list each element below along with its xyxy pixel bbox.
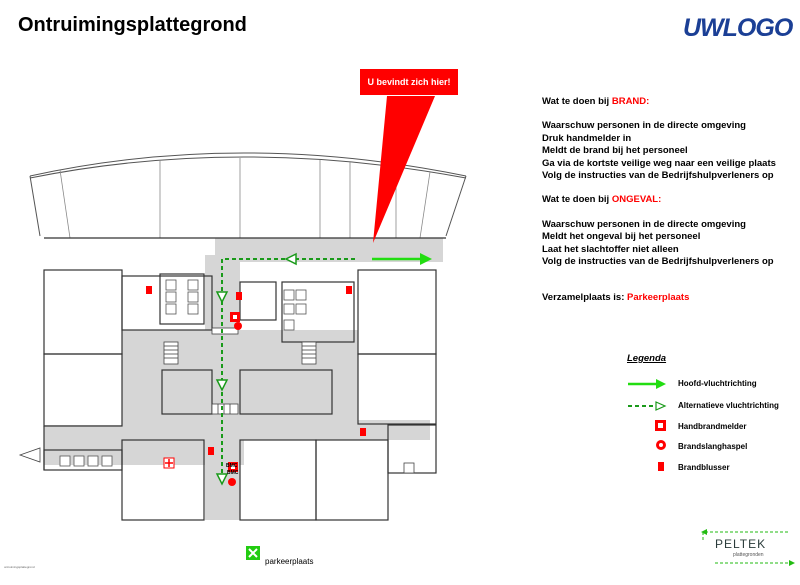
- accident-step: Laat het slachtoffer niet alleen: [542, 243, 679, 255]
- parking-label: parkeerplaats: [265, 557, 314, 566]
- corner-box: [404, 463, 414, 473]
- page-title: Ontruimingsplattegrond: [18, 14, 247, 36]
- company-tagline: plattegronden: [733, 552, 764, 558]
- you-are-here-pointer: [373, 96, 435, 243]
- assembly-point: Verzamelplaats is: Parkeerplaats: [542, 292, 690, 304]
- legend-label-hose-reel: Brandslanghaspel: [678, 442, 748, 451]
- company-name: PELTEK: [715, 537, 767, 551]
- circulation-area: [44, 238, 443, 520]
- fire-step: Ga via de kortste veilige weg naar een veilige plaats: [542, 157, 776, 169]
- fire-step: Volg de instructies van de Bedrijfshulpverleners op: [542, 170, 774, 182]
- stair-label: BMC: [227, 470, 239, 476]
- fire-step: Meldt de brand bij het personeel: [542, 145, 688, 157]
- legend-label-alt-route: Alternatieve vluchtrichting: [678, 401, 779, 410]
- legend-label-extinguisher: Brandblusser: [678, 463, 730, 472]
- legend-label-main-route: Hoofd-vluchtrichting: [678, 379, 757, 388]
- entrance-fan: [20, 448, 40, 462]
- legend-alt-route-arrowhead: [656, 402, 665, 410]
- accident-step: Volg de instructies van de Bedrijfshulpverleners op: [542, 256, 774, 268]
- front-rooms: [60, 158, 430, 238]
- instructions-panel: [542, 96, 776, 305]
- legend-label-fire-alarm: Handbrandmelder: [678, 422, 747, 431]
- footer-note: ontruimingsplattegrond: [4, 565, 35, 569]
- stair-label: BMC: [226, 463, 238, 469]
- legend-title: Legenda: [627, 353, 667, 364]
- fire-step: Druk handmelder in: [542, 132, 632, 144]
- fire-step: Waarschuw personen in de directe omgeving: [542, 120, 746, 132]
- company-logo: UWLOGO: [683, 14, 793, 42]
- fire-heading: Wat te doen bij BRAND:: [542, 96, 650, 107]
- accident-step: Meldt het ongeval bij het personeel: [542, 231, 701, 243]
- accident-step: Waarschuw personen in de directe omgeving: [542, 218, 746, 230]
- legend-extinguisher-icon: [658, 462, 664, 471]
- you-are-here-label: U bevindt zich hier!: [360, 69, 458, 95]
- legend-main-route-arrowhead: [656, 379, 666, 389]
- accident-heading: Wat te doen bij ONGEVAL:: [542, 194, 662, 206]
- roof-sides: [30, 176, 466, 236]
